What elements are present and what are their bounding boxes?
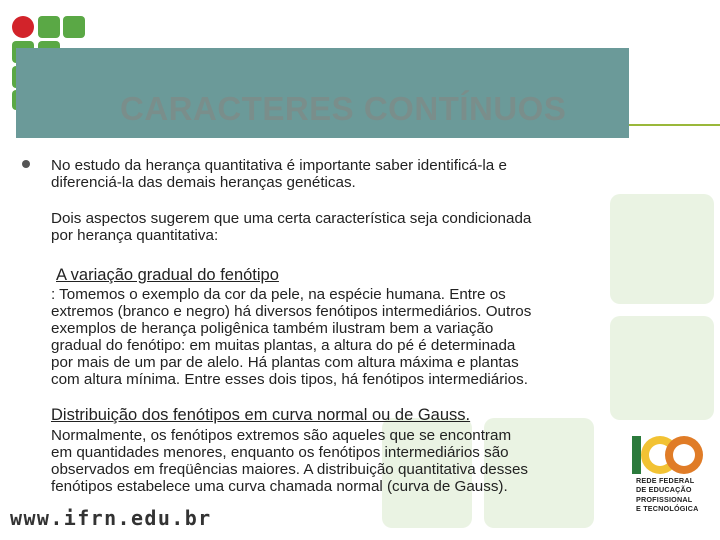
slide-title: CARACTERES CONTÍNUOS [120,90,567,127]
bullet-dot-icon [22,160,30,168]
badge-number: 100 [630,435,632,436]
heading-gauss-distribution: Distribuição dos fenótipos em curva normal ou de Gauss. [51,406,471,424]
heading-gradual-variation: A variação gradual do fenótipo [56,266,279,284]
badge-text: REDE FEDERAL DE EDUCAÇÃO PROFISSIONAL E TECNOLÓGICA [636,476,699,514]
title-underline [629,124,720,126]
footer-url: www.ifrn.edu.br [10,506,212,530]
paragraph-1: No estudo da herança quantitativa é importante saber identificá-la e diferenciá-la das demais heranças genéticas. [51,157,507,191]
paragraph-4: Normalmente, os fenótipos extremos são aqueles que se encontram em quantidades menores, enquanto os fenótipos intermediários são observados em freqüências maiores. A distribuição quantitativa desses fenótipos estabelece uma curva chamada normal (curva de Gauss). [51,427,528,495]
paragraph-3: : Tomemos o exemplo da cor da pele, na espécie humana. Entre os extremos (branco e negro) há diversos fenótipos intermediários. Outros exemplos de herança poligênica também ilustram bem a variação gradual do fenótipo: em muitas plantas, a altura do pé é determinada por mais de um par de alelo. Há plantas com altura máxima e plantas com altura mínima. Entre esses dois tipos, há fenótipos intermediários. [51,286,532,388]
paragraph-2: Dois aspectos sugerem que uma certa característica seja condicionada por herança quantitativa: [51,210,532,244]
